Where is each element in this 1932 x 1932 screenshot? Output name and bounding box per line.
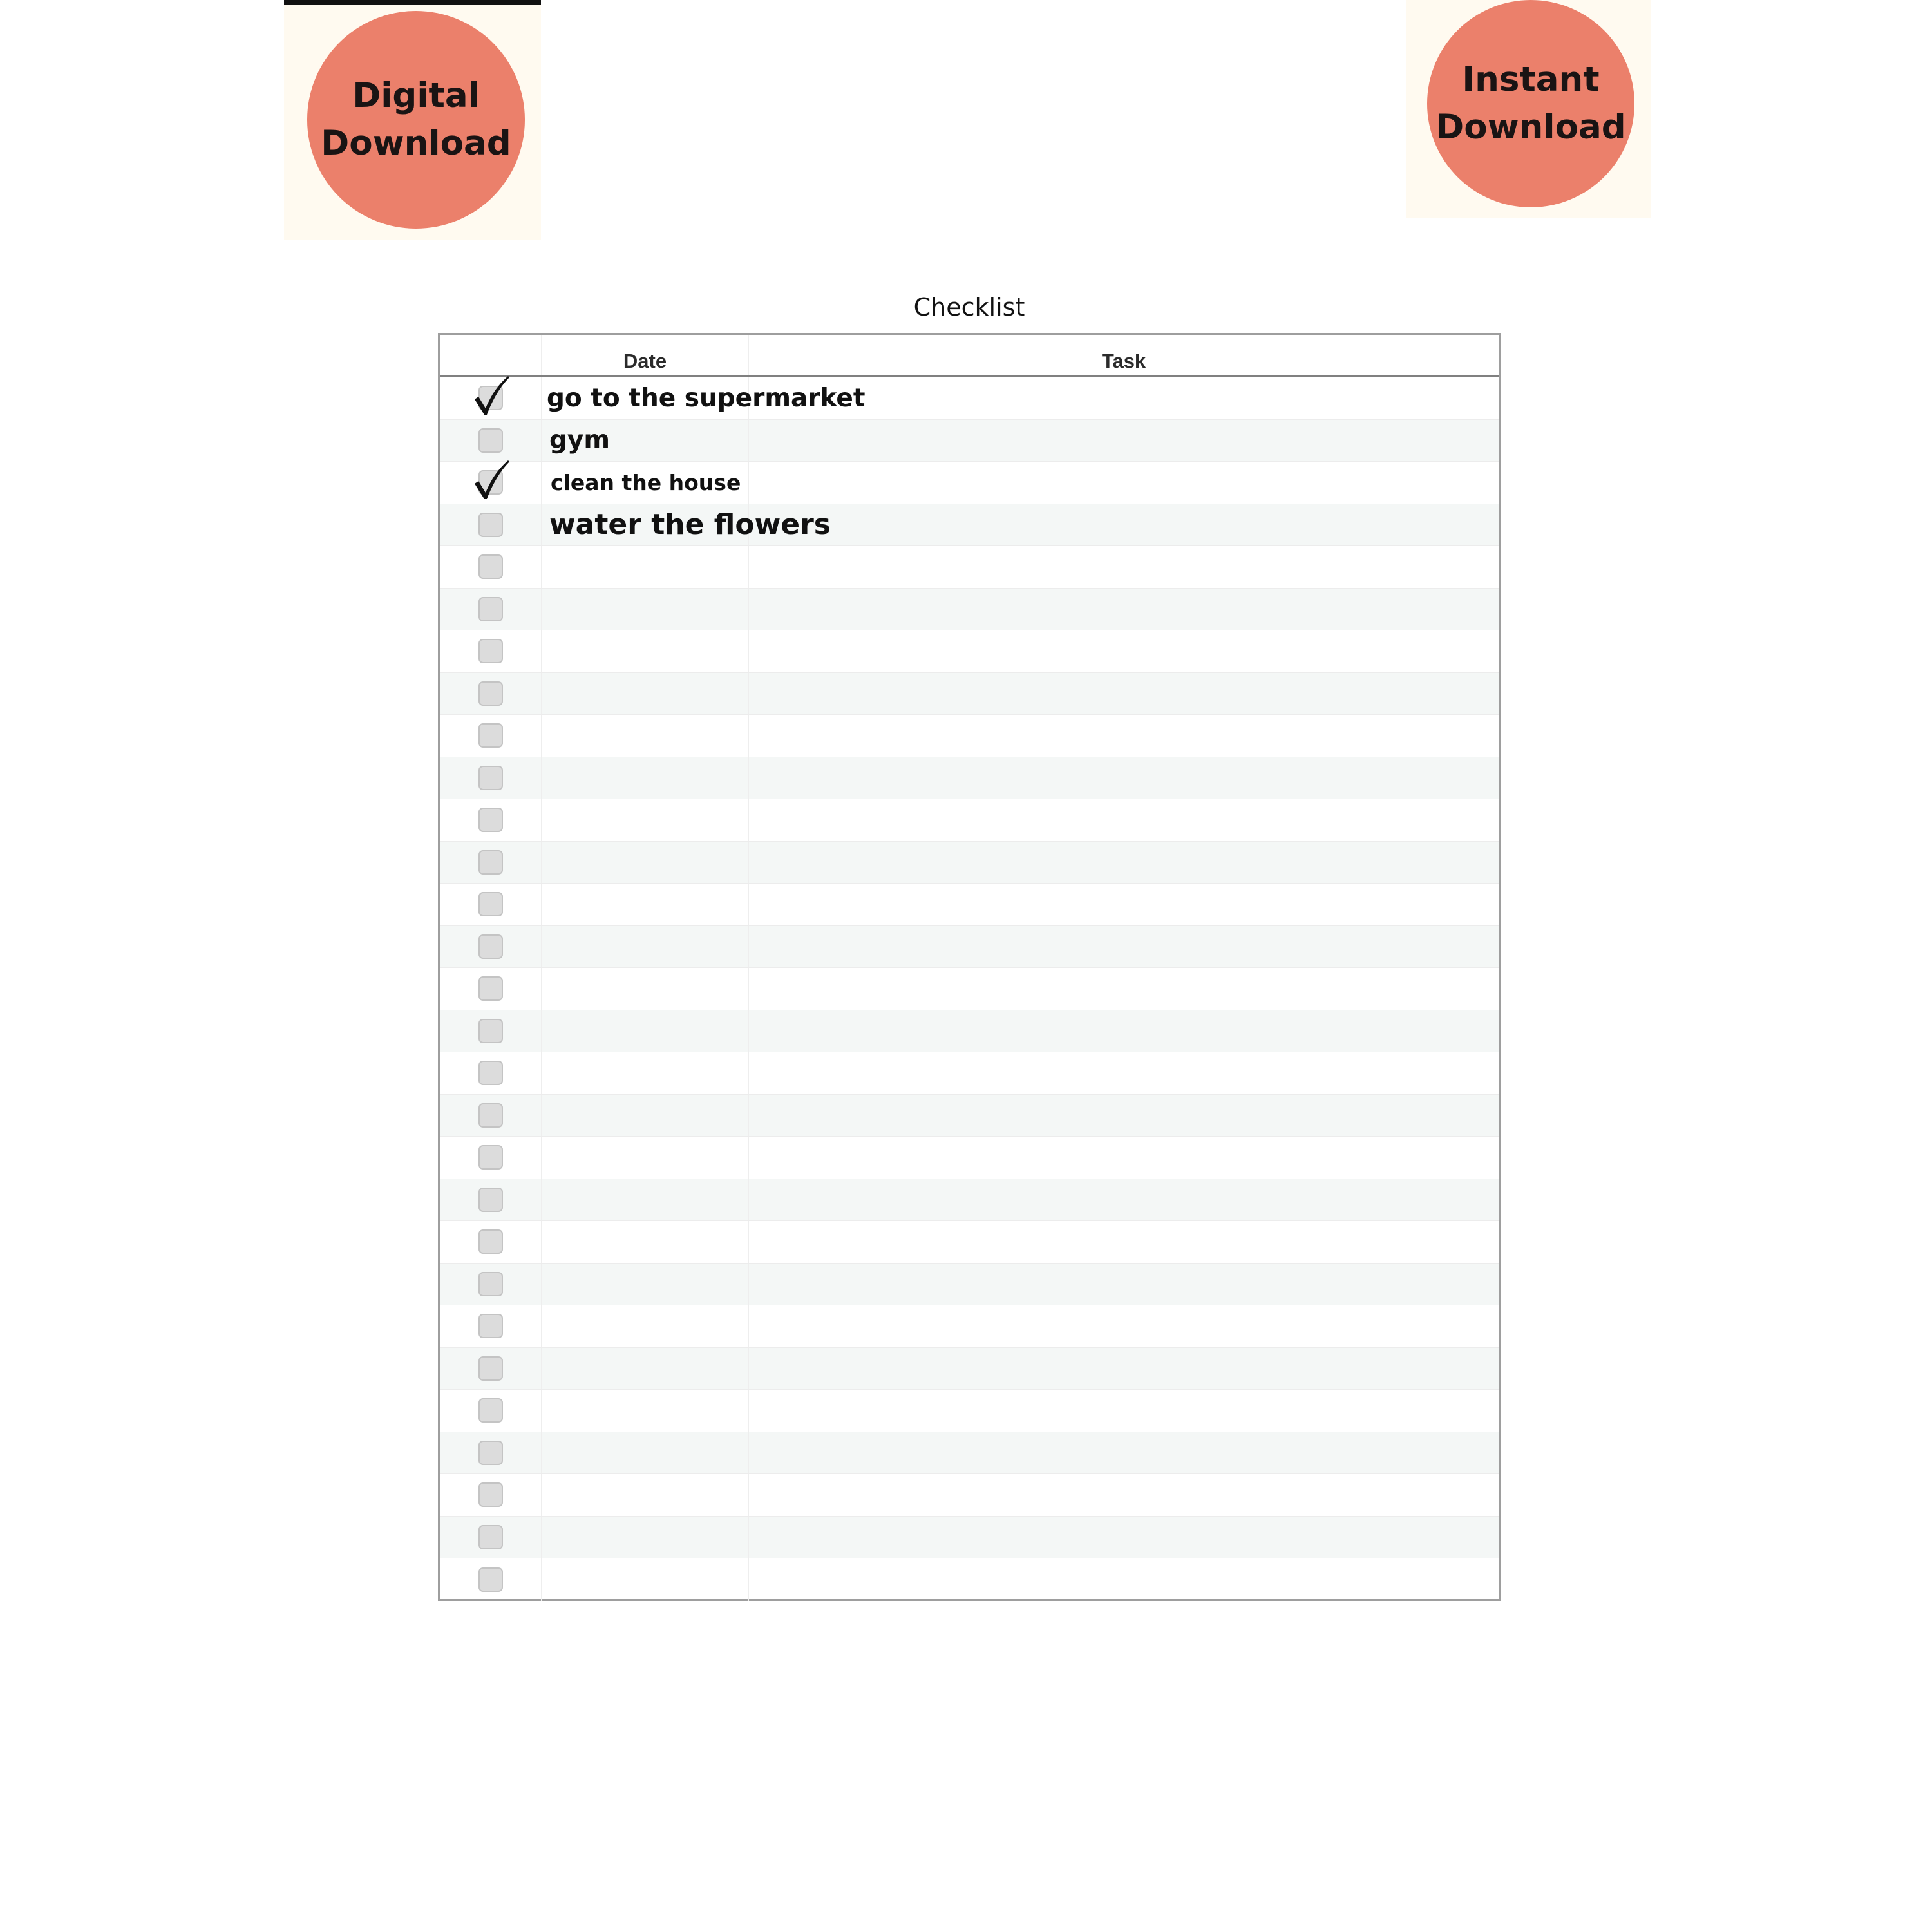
check-cell (440, 420, 542, 462)
table-row (440, 1432, 1499, 1475)
date-cell[interactable] (542, 715, 749, 757)
check-cell (440, 757, 542, 799)
check-cell (440, 1517, 542, 1558)
task-cell[interactable] (749, 715, 1499, 757)
date-cell[interactable] (542, 1137, 749, 1179)
task-cell[interactable] (749, 842, 1499, 884)
date-cell[interactable] (542, 1010, 749, 1052)
table-row (440, 589, 1499, 631)
task-cell[interactable] (749, 546, 1499, 588)
table-row (440, 1558, 1499, 1601)
instant-download-badge-panel (1406, 0, 1651, 218)
column-header-check (440, 335, 542, 375)
check-cell (440, 1052, 542, 1094)
date-cell[interactable] (542, 1390, 749, 1432)
task-cell[interactable] (749, 1137, 1499, 1179)
table-row (440, 1474, 1499, 1517)
table-row (440, 1348, 1499, 1390)
badge-line-1: Instant (1462, 60, 1600, 99)
date-cell[interactable] (542, 757, 749, 799)
task-cell[interactable] (749, 1179, 1499, 1221)
check-cell (440, 1305, 542, 1347)
check-cell (440, 546, 542, 588)
task-checkbox[interactable] (478, 1567, 503, 1592)
check-cell (440, 1390, 542, 1432)
task-cell[interactable] (749, 462, 1499, 504)
task-cell[interactable] (749, 1264, 1499, 1305)
table-row (440, 842, 1499, 884)
table-row (440, 1179, 1499, 1222)
column-header-task: Task (1101, 350, 1146, 372)
task-cell[interactable] (749, 420, 1499, 462)
task-checkbox[interactable] (478, 1145, 503, 1170)
task-cell[interactable] (749, 757, 1499, 799)
table-row (440, 462, 1499, 504)
check-cell (440, 1221, 542, 1263)
task-cell[interactable] (749, 630, 1499, 672)
instant-download-badge (1427, 0, 1634, 207)
task-cell[interactable] (749, 1390, 1499, 1432)
check-cell (440, 799, 542, 841)
date-cell[interactable] (542, 1264, 749, 1305)
date-cell[interactable] (542, 1305, 749, 1347)
date-cell[interactable] (542, 1179, 749, 1221)
table-body (440, 377, 1499, 1601)
task-checkbox[interactable] (478, 428, 503, 453)
table-row (440, 1052, 1499, 1095)
date-cell[interactable] (542, 546, 749, 588)
task-cell[interactable] (749, 1010, 1499, 1052)
check-cell (440, 715, 542, 757)
table-row (440, 1221, 1499, 1264)
table-row (440, 630, 1499, 673)
table-row (440, 1390, 1499, 1432)
table-row (440, 546, 1499, 589)
table-row (440, 884, 1499, 926)
task-checkbox[interactable] (478, 597, 503, 621)
check-cell (440, 462, 542, 504)
checklist-table (438, 333, 1501, 1601)
task-checkbox[interactable] (478, 1061, 503, 1085)
check-cell (440, 1474, 542, 1516)
table-row (440, 926, 1499, 969)
task-checkbox[interactable] (478, 681, 503, 706)
check-cell (440, 1095, 542, 1137)
task-checkbox[interactable] (478, 766, 503, 790)
table-row (440, 968, 1499, 1010)
check-cell (440, 842, 542, 884)
task-text: gym (549, 426, 610, 455)
task-checkbox[interactable] (478, 554, 503, 579)
check-cell (440, 1179, 542, 1221)
task-checkbox[interactable] (478, 934, 503, 959)
task-cell[interactable] (749, 1221, 1499, 1263)
task-text: go to the supermarket (547, 383, 866, 413)
task-checkbox[interactable] (478, 1188, 503, 1212)
table-row (440, 1517, 1499, 1559)
task-cell[interactable] (749, 1305, 1499, 1347)
table-row (440, 757, 1499, 800)
task-checkbox[interactable] (478, 723, 503, 748)
table-row (440, 715, 1499, 757)
task-checkbox[interactable] (478, 1314, 503, 1338)
date-cell[interactable] (542, 1517, 749, 1558)
check-cell (440, 1432, 542, 1474)
task-cell[interactable] (749, 1558, 1499, 1601)
task-cell[interactable] (749, 1517, 1499, 1558)
table-row (440, 504, 1499, 547)
task-checkbox[interactable] (478, 1229, 503, 1254)
date-cell[interactable] (542, 589, 749, 630)
check-cell (440, 968, 542, 1010)
task-checkbox[interactable] (478, 639, 503, 663)
task-text: water the flowers (549, 508, 831, 542)
task-checkbox[interactable] (478, 1482, 503, 1507)
date-cell[interactable] (542, 799, 749, 841)
date-cell[interactable] (542, 968, 749, 1010)
task-checkbox[interactable] (478, 1019, 503, 1043)
check-cell (440, 926, 542, 968)
task-cell[interactable] (749, 1432, 1499, 1474)
check-cell (440, 589, 542, 630)
task-cell[interactable] (749, 1052, 1499, 1094)
checkmark-icon (472, 459, 511, 502)
date-cell[interactable] (542, 1221, 749, 1263)
check-cell (440, 504, 542, 546)
digital-download-badge-panel (284, 0, 541, 240)
check-cell (440, 630, 542, 672)
date-cell[interactable] (542, 1348, 749, 1390)
task-checkbox[interactable] (478, 850, 503, 875)
table-header (440, 335, 1499, 377)
task-checkbox[interactable] (478, 1103, 503, 1128)
task-cell[interactable] (749, 884, 1499, 925)
task-checkbox[interactable] (478, 1398, 503, 1423)
table-row (440, 420, 1499, 462)
task-cell[interactable] (749, 504, 1499, 546)
table-row (440, 1010, 1499, 1053)
digital-download-badge (307, 11, 525, 229)
table-row (440, 1305, 1499, 1348)
task-cell[interactable] (749, 589, 1499, 630)
checklist-title: Checklist (913, 293, 1025, 321)
date-cell[interactable] (542, 842, 749, 884)
date-cell[interactable] (542, 884, 749, 925)
task-checkbox[interactable] (478, 1356, 503, 1381)
table-row (440, 799, 1499, 842)
check-cell (440, 1558, 542, 1601)
checkmark-icon (472, 375, 511, 417)
task-text: clean the house (551, 469, 741, 495)
date-cell[interactable] (542, 1474, 749, 1516)
check-cell (440, 377, 542, 419)
date-cell[interactable] (542, 1432, 749, 1474)
task-checkbox[interactable] (478, 513, 503, 537)
check-cell (440, 1264, 542, 1305)
badge-line-1: Digital (352, 76, 480, 115)
table-row (440, 377, 1499, 420)
column-header-date: Date (542, 335, 749, 375)
check-cell (440, 1137, 542, 1179)
task-cell[interactable] (749, 673, 1499, 715)
check-cell (440, 1010, 542, 1052)
check-cell (440, 884, 542, 925)
task-cell[interactable] (749, 926, 1499, 968)
task-checkbox[interactable] (478, 1525, 503, 1549)
date-cell[interactable] (542, 926, 749, 968)
table-row (440, 1137, 1499, 1179)
check-cell (440, 1348, 542, 1390)
check-cell (440, 673, 542, 715)
date-cell[interactable] (542, 1052, 749, 1094)
date-cell[interactable] (542, 630, 749, 672)
task-cell[interactable] (749, 1474, 1499, 1516)
task-checkbox[interactable] (478, 1441, 503, 1465)
task-checkbox[interactable] (478, 892, 503, 916)
task-cell[interactable] (749, 1095, 1499, 1137)
table-row (440, 673, 1499, 715)
task-cell[interactable] (749, 1348, 1499, 1390)
task-cell[interactable] (749, 968, 1499, 1010)
task-checkbox[interactable] (478, 1272, 503, 1296)
badge-line-2: Download (1435, 108, 1626, 147)
task-checkbox[interactable] (478, 808, 503, 832)
table-row (440, 1095, 1499, 1137)
date-cell[interactable] (542, 1095, 749, 1137)
table-row (440, 1264, 1499, 1306)
badge-line-2: Download (321, 124, 511, 163)
date-cell[interactable] (542, 1558, 749, 1601)
task-cell[interactable] (749, 799, 1499, 841)
date-cell[interactable] (542, 673, 749, 715)
task-checkbox[interactable] (478, 976, 503, 1001)
